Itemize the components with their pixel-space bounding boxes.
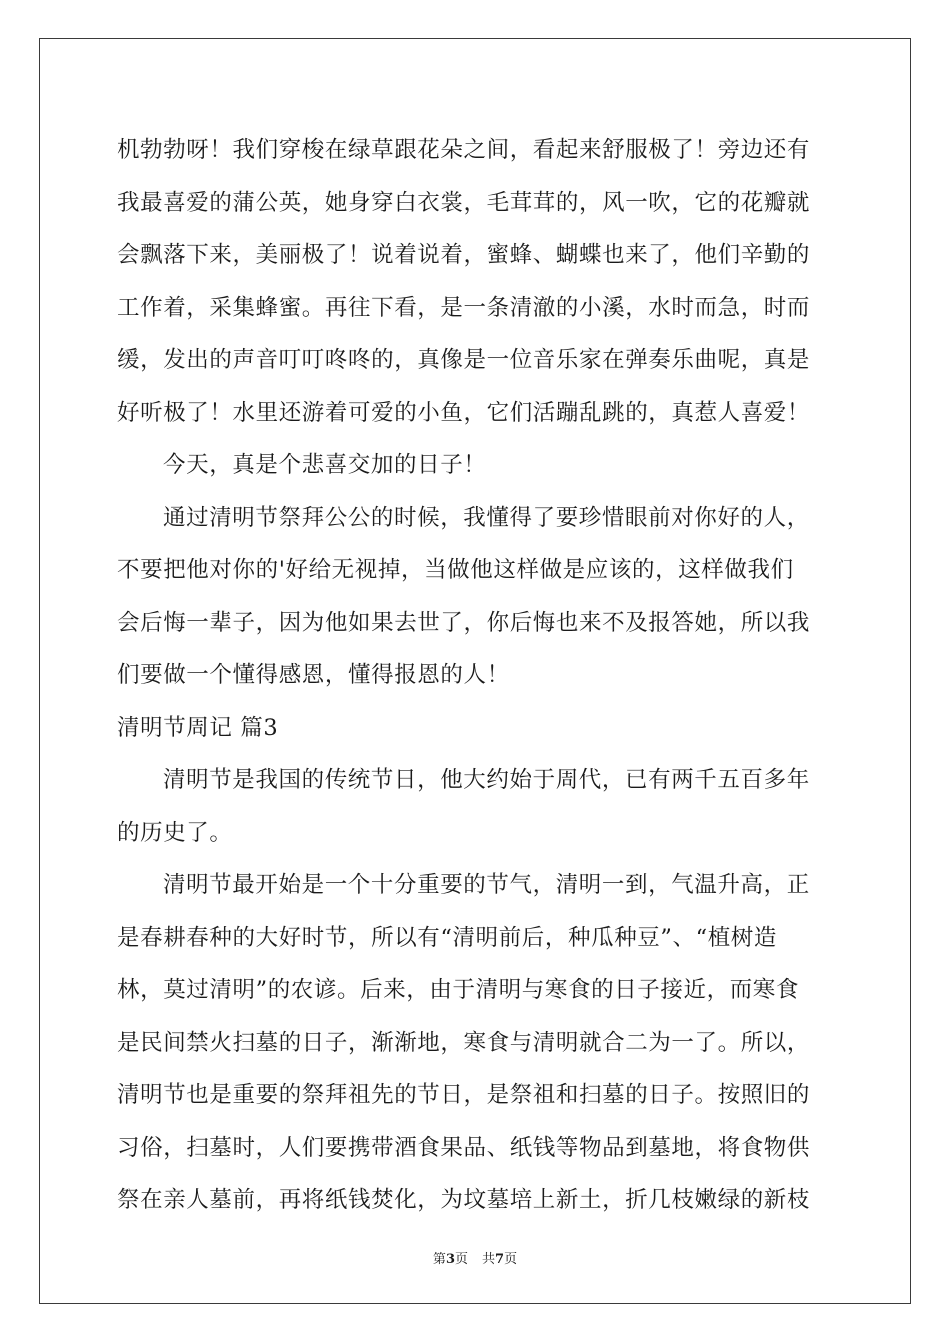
- text-line: 习俗，扫墓时，人们要携带酒食果品、纸钱等物品到墓地，将食物供: [117, 1134, 811, 1161]
- text-line: 我最喜爱的蒲公英，她身穿白衣裳，毛茸茸的，风一吹，它的花瓣就: [117, 189, 811, 216]
- text-line: 们要做一个懂得感恩，懂得报恩的人！: [117, 662, 510, 688]
- footer-total-prefix: 共: [482, 1252, 496, 1267]
- text-line: 是春耕春种的大好时节，所以有“清明前后，种瓜种豆”、“植树造: [117, 924, 778, 951]
- text-line: 缓，发出的声音叮叮咚咚的，真像是一位音乐家在弹奏乐曲呢，真是: [117, 347, 811, 373]
- text-line: 通过清明节祭拜公公的时候，我懂得了要珍惜眼前对你好的人，: [163, 504, 810, 531]
- text-line: 不要把他对你的'好给无视掉，当做他这样做是应该的，这样做我们: [117, 557, 794, 583]
- footer-total-suffix: 页: [504, 1252, 518, 1267]
- document-body: [117, 124, 835, 1227]
- text-line: 的历史了。: [117, 819, 233, 846]
- text-line: 会飘落下来，美丽极了！说着说着，蜜蜂、蝴蝶也来了，他们辛勤的: [117, 242, 811, 268]
- text-line: 好听极了！水里还游着可爱的小鱼，它们活蹦乱跳的，真惹人喜爱！: [117, 399, 811, 426]
- text-line: 清明节最开始是一个十分重要的节气，清明一到，气温升高，正: [163, 872, 810, 898]
- footer-page-prefix: 第: [432, 1252, 446, 1267]
- text-line: 清明节是我国的传统节日，他大约始于周代，已有两千五百多年: [163, 767, 810, 793]
- text-line: 工作着，采集蜂蜜。再往下看，是一条清澈的小溪，水时而急，时而: [117, 294, 811, 321]
- text-line: 祭在亲人墓前，再将纸钱焚化，为坟墓培上新土，折几枝嫩绿的新枝: [117, 1187, 811, 1213]
- text-line: 清明节也是重要的祭拜祖先的节日，是祭祖和扫墓的日子。按照旧的: [117, 1082, 811, 1108]
- footer-total-number: 7: [495, 1252, 505, 1267]
- text-line: 是民间禁火扫墓的日子，渐渐地，寒食与清明就合二为一了。所以，: [117, 1029, 811, 1056]
- page-footer: [0, 1248, 950, 1267]
- text-line: 今天，真是个悲喜交加的日子！: [163, 452, 487, 478]
- section-heading: 清明节周记 篇3: [117, 714, 279, 741]
- text-line: 机勃勃呀！我们穿梭在绿草跟花朵之间，看起来舒服极了！旁边还有: [117, 137, 811, 163]
- footer-page-number: 3: [445, 1252, 455, 1267]
- text-line: 林，莫过清明”的农谚。后来，由于清明与寒食的日子接近，而寒食: [117, 977, 800, 1003]
- footer-page-suffix: 页: [454, 1252, 468, 1267]
- text-line: 会后悔一辈子，因为他如果去世了，你后悔也来不及报答她，所以我: [117, 609, 811, 636]
